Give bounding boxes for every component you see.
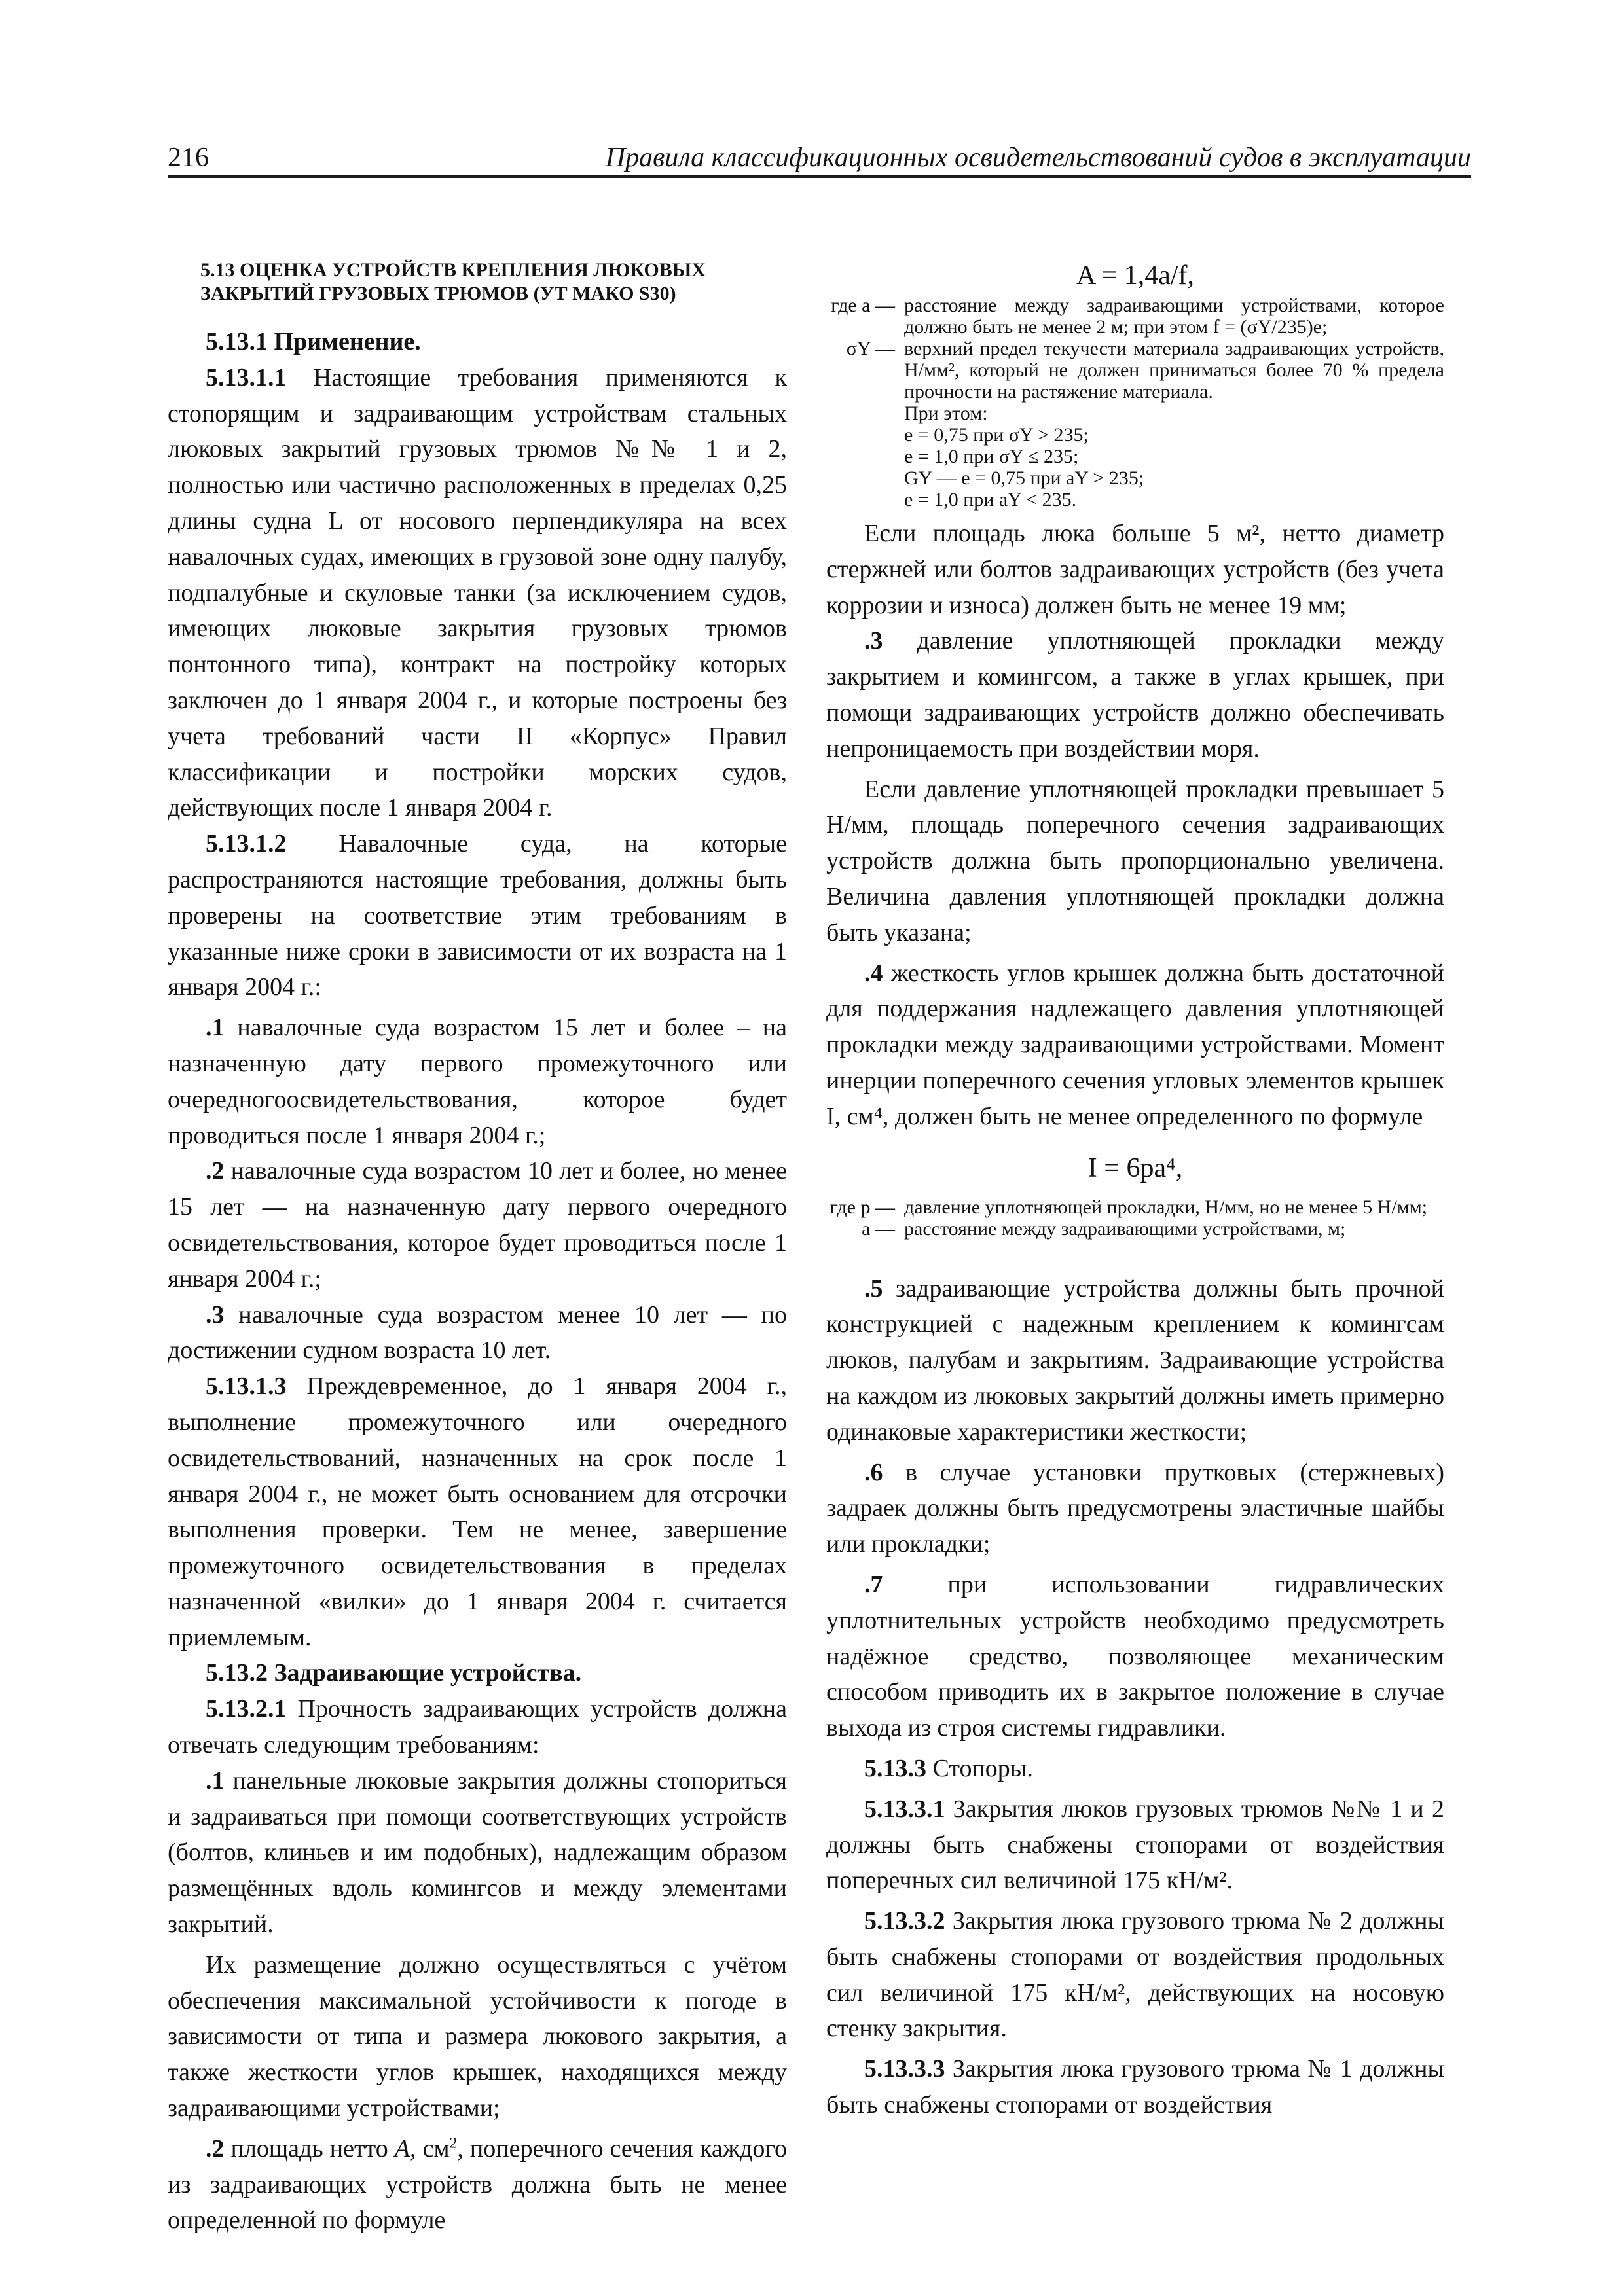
paragraph-5-13-3-2 xyxy=(826,1903,1444,2047)
heading-5-13-3 xyxy=(826,1751,1444,1787)
paragraph-text: Закрытия люков грузовых трюмов №№ 1 и 2 должны быть снабжены стопорами от воздействия поперечных сил величиной 175 кН/м². xyxy=(826,1795,1444,1895)
legend-sub-line: e = 1,0 при aY < 235. xyxy=(904,489,1077,511)
list-text: площадь нетто xyxy=(224,2134,395,2162)
list-item-k7 xyxy=(826,1567,1444,1746)
legend-sub-line: e = 1,0 при σY ≤ 235; xyxy=(904,446,1079,467)
paragraph-5-13-1-1 xyxy=(168,360,787,826)
paragraph-5-13-1-2 xyxy=(168,826,787,1005)
paragraph-text: Закрытия люка грузового трюма № 1 должны быть снабжены стопорами от воздействия xyxy=(826,2055,1444,2119)
legend-sub-line: GY — e = 0,75 при aY > 235; xyxy=(904,467,1144,489)
list-text: задраивающие устройства должны быть прочной конструкцией с надежным креплением к комингсам люков, палубам и закрытиям. Задраивающие устройства на каждом из люковых закрытий должны иметь примерно одинаковые характеристики жесткости; xyxy=(826,1274,1444,1446)
list-text: в случае установки прутковых (стержневых) задраек должны быть предусмотрены эластичные шайбы или прокладки; xyxy=(826,1458,1444,1558)
list-text: навалочные суда возрастом менее 10 лет — по достижении судном возраста 10 лет. xyxy=(168,1300,787,1365)
formula-area: A = 1,4a/f, xyxy=(1076,260,1194,291)
section-title: 5.13 ОЦЕНКА УСТРОЙСТВ КРЕПЛЕНИЯ ЛЮКОВЫХ ЗАКРЫТИЙ ГРУЗОВЫХ ТРЮМОВ (УТ МАКО S30) xyxy=(200,259,706,304)
legend-sub-line: При этом: xyxy=(904,403,988,424)
paragraph-number: 5.13.1.3 xyxy=(206,1372,287,1401)
paragraph-text: Настоящие требования применяются к стопорящим и задраивающим устройствам стальных люковых закрытий грузовых трюмов №№ 1 и 2, полностью или частично расположенных в пределах 0,25 длины судна L от носового перпендикуляра на всех навалочных судах, имеющих в грузовой зоне одну палубу, подпалубные и скуловые танки (за исключением судов, имеющих люковые закрытия грузовых трюмов понтонного типа), контракт на постройку которых заключен до 1 января 2004 г., и которые построены без учета требований части II «Корпус» Правил классификации и постройки морских судов, действующих после 1 января 2004 г. xyxy=(168,363,787,822)
legend-row-a2 xyxy=(826,1218,1444,1240)
paragraph-5-13-3-1 xyxy=(826,1791,1444,1899)
paragraph-5-13-1-3 xyxy=(168,1369,787,1655)
list-item-k6 xyxy=(826,1455,1444,1562)
legend-symbol: где a — xyxy=(831,295,895,316)
legend-symbol: a — xyxy=(862,1217,895,1240)
variable-a: A xyxy=(394,2134,410,2162)
heading-5-13-2 xyxy=(168,1655,787,1691)
list-text: при использовании гидравлических уплотнительных устройств необходимо предусмотреть надёжное средство, позволяющее механическим способом приводить их в закрытое положение в случае выхода из строя системы гидравлики. xyxy=(826,1570,1444,1742)
list-number: .1 xyxy=(206,1767,225,1795)
list-text: жесткость углов крышек должна быть достаточной для поддержания надлежащего давления уплотняющей прокладки между задраивающими устройствами. Момент инерции поперечного сечения угловых элементов крышек I, см⁴, должен быть не менее определенного по формуле xyxy=(826,959,1444,1130)
paragraph-text: Стопоры. xyxy=(926,1754,1033,1782)
left-column xyxy=(168,259,787,2238)
list-text: , поперечного сечения каждого из задраивающих устройств должна быть не менее определенной по формуле xyxy=(168,2134,787,2234)
list-item-1 xyxy=(168,1010,787,1153)
paragraph-text: Прочность задраивающих устройств должна отвечать следующим требованиям: xyxy=(168,1695,787,1759)
heading-5-13-1: 5.13.1 Применение. xyxy=(206,328,421,355)
paragraph-number: 5.13.3 xyxy=(864,1754,926,1782)
legend-text: давление уплотняющей прокладки, Н/мм, но не менее 5 Н/мм; xyxy=(904,1196,1428,1218)
list-item-k3 xyxy=(826,623,1444,766)
paragraph-text: Навалочные суда, на которые распространяются настоящие требования, должны быть проверены на соответствие этим требованиям в указанные ниже сроки в зависимости от их возраста на 1 января 2004 г.: xyxy=(168,830,787,1001)
list-item-j1 xyxy=(168,1763,787,1943)
legend-row-p xyxy=(826,1196,1444,1218)
list-number: .4 xyxy=(864,959,883,987)
list-number: .7 xyxy=(864,1570,883,1598)
list-number: .2 xyxy=(206,1157,225,1185)
list-number: .5 xyxy=(864,1274,883,1302)
paragraph-5-13-3-3 xyxy=(826,2051,1444,2123)
paragraph-number: 5.13.1.1 xyxy=(206,363,287,391)
formula-legend-1 xyxy=(826,295,1444,511)
paragraph-number: 5.13.2.1 xyxy=(206,1695,287,1723)
header-rule xyxy=(168,175,1471,178)
list-text: панельные люковые закрытия должны стопориться и задраиваться при помощи соответствующих устройств (болтов, клиньев и им подобных), надлежащим образом размещённых вдоль комингсов и между элементами закрытий. xyxy=(168,1767,787,1939)
legend-text: расстояние между задраивающими устройствами, которое должно быть не менее 2 м; при этом f = (σY/235)e; xyxy=(904,295,1444,338)
list-number: .3 xyxy=(864,627,883,655)
list-number: .6 xyxy=(864,1458,883,1486)
list-text: давление уплотняющей прокладки между закрытием и комингсом, а также в углах крышек, при помощи задраивающих устройств должно обеспечивать непроницаемость при воздействии моря. xyxy=(826,627,1444,762)
list-text: навалочные суда возрастом 10 лет и более, но менее 15 лет — на назначенную дату первого очередного освидетельствования, которое будет проводиться после 1 января 2004 г.; xyxy=(168,1157,787,1293)
list-number: .1 xyxy=(206,1014,225,1042)
paragraph-5-13-2-1 xyxy=(168,1691,787,1763)
list-number: .2 xyxy=(206,2134,225,2162)
legend-row-sigma xyxy=(826,338,1444,403)
list-item-k5 xyxy=(826,1271,1444,1450)
superscript: 2 xyxy=(449,2134,458,2152)
paragraph-hatch-area: Если площадь люка больше 5 м², нетто диаметр стержней или болтов задраивающих устройств (без учета коррозии и износа) должен быть не менее 19 мм; xyxy=(826,520,1444,619)
list-text: , см xyxy=(410,2134,450,2162)
paragraph-text: Закрытия люка грузового трюма № 2 должны быть снабжены стопорами от воздействия продольных сил величиной 175 кН/м², действующих на носовую стенку закрытия. xyxy=(826,1907,1444,2043)
formula-legend-2 xyxy=(826,1196,1444,1240)
paragraph-gasket-pressure: Если давление уплотняющей прокладки превышает 5 Н/мм, площадь поперечного сечения задраивающих устройств должна быть пропорционально увеличена. Величина давления уплотняющей прокладки должна быть указана; xyxy=(826,775,1444,946)
formula-inertia: I = 6pa⁴, xyxy=(1087,1153,1183,1183)
list-number: .3 xyxy=(206,1300,225,1329)
legend-symbol: σY — xyxy=(846,338,895,359)
paragraph-number: 5.13.3.1 xyxy=(864,1795,945,1823)
heading-text: 5.13.2 Задраивающие устройства. xyxy=(206,1659,582,1687)
list-item-k4 xyxy=(826,956,1444,1135)
page-number: 216 xyxy=(168,143,209,173)
paragraph-text: Преждевременное, до 1 января 2004 г., выполнение промежуточного или очередного освидетельствований, назначенных на срок после 1 января 2004 г., не может быть основанием для отсрочки выполнения проверки. Тем не менее, завершение промежуточного освидетельствования в пределах назначенной «вилки» до 1 января 2004 г. считается приемлемым. xyxy=(168,1372,787,1651)
legend-text: верхний предел текучести материала задраивающих устройств, Н/мм², который не должен приниматься более 70 % предела прочности на растяжение материала. xyxy=(904,338,1444,403)
list-item-j2 xyxy=(168,2131,787,2238)
paragraph-number: 5.13.3.3 xyxy=(864,2055,945,2083)
paragraph-number: 5.13.1.2 xyxy=(206,830,287,858)
right-column xyxy=(826,259,1444,2123)
legend-text: расстояние между задраивающими устройствами, м; xyxy=(904,1217,1346,1240)
legend-symbol: где p — xyxy=(830,1196,895,1218)
list-item-3 xyxy=(168,1297,787,1369)
running-title: Правила классификационных освидетельствований судов в эксплуатации xyxy=(605,143,1471,173)
paragraph-number: 5.13.3.2 xyxy=(864,1907,945,1935)
list-item-2 xyxy=(168,1153,787,1297)
paragraph-j1-continuation: Их размещение должно осуществляться с учётом обеспечения максимальной устойчивости к погоде в зависимости от типа и размера люкового закрытия, а также жесткости углов крышек, находящихся между задраивающими устройствами; xyxy=(168,1950,787,2123)
legend-row-a xyxy=(826,295,1444,338)
list-text: навалочные суда возрастом 15 лет и более – на назначенную дату первого промежуточного или очередногоосвидетельствования, которое будет проводиться после 1 января 2004 г.; xyxy=(168,1014,787,1149)
legend-sub-line: e = 0,75 при σY > 235; xyxy=(904,424,1089,446)
